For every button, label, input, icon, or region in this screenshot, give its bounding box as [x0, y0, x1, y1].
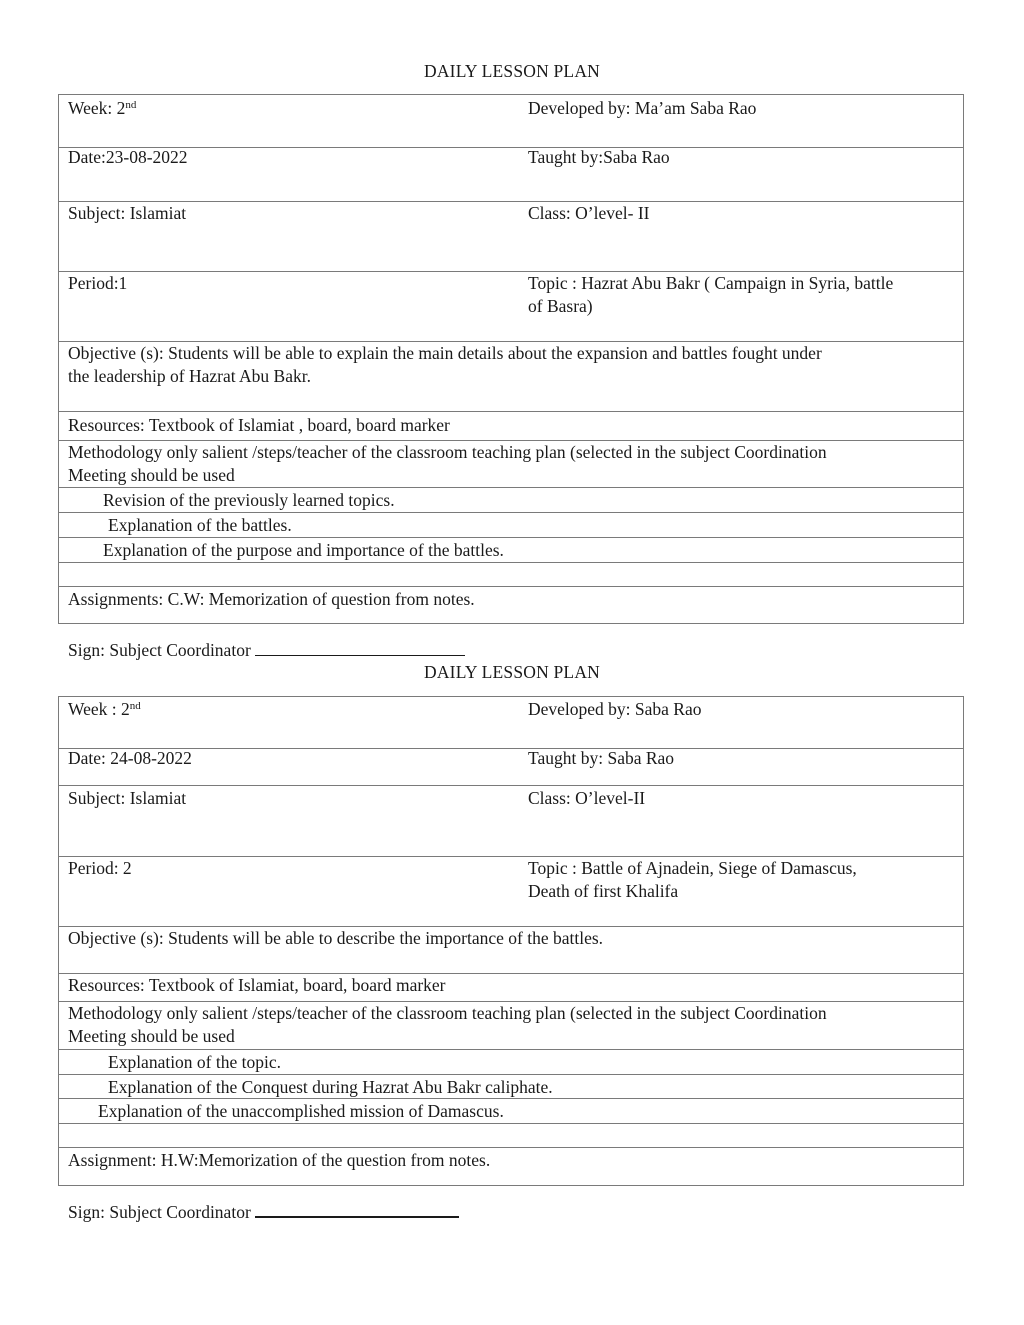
objective-cell — [68, 342, 955, 388]
week-row — [59, 95, 963, 147]
subject-row — [59, 785, 963, 856]
developed-by: Developed by: Ma’am Saba Rao — [528, 98, 757, 118]
step-text: Explanation of the Conquest during Hazrat Abu Bakr caliphate. — [108, 1077, 553, 1097]
developed-by: Developed by: Saba Rao — [528, 699, 702, 719]
taught-by: Taught by: Saba Rao — [528, 748, 675, 768]
resources-cell: Resources: Textbook of Islamiat , board, board marker — [68, 415, 450, 435]
methodology-line-1: Methodology only salient /steps/teacher of the classroom teaching plan (selected in the subject Coordination — [68, 442, 827, 462]
step-text: Explanation of the battles. — [108, 515, 292, 535]
assignment-cell: Assignment: H.W:Memorization of the question from notes. — [68, 1150, 491, 1170]
empty-row — [59, 1123, 963, 1147]
class-cell: Class: O’level- II — [528, 203, 650, 223]
period-cell: Period: 2 — [68, 858, 132, 878]
topic-line-2: Death of first Khalifa — [528, 881, 679, 901]
resources-cell: Resources: Textbook of Islamiat, board, board marker — [68, 975, 446, 995]
date-row — [59, 748, 963, 785]
objective-row — [59, 926, 963, 973]
plan-1-signature — [68, 640, 465, 661]
week-suffix: nd — [125, 99, 137, 111]
signature-line — [255, 641, 465, 656]
methodology-row — [59, 440, 963, 487]
plan-1-title: DAILY LESSON PLAN — [424, 61, 600, 81]
period-row — [59, 856, 963, 926]
assignment-row — [59, 586, 963, 623]
assignment-cell: Assignments: C.W: Memorization of question from notes. — [68, 589, 475, 609]
methodology-line-2: Meeting should be used — [68, 1026, 235, 1046]
date-row — [59, 147, 963, 201]
plan-2-title: DAILY LESSON PLAN — [424, 662, 600, 682]
topic-line-1: Topic : Hazrat Abu Bakr ( Campaign in Syria, battle — [528, 273, 894, 293]
plan-1-table — [58, 94, 964, 624]
step-text: Revision of the previously learned topics. — [103, 490, 395, 510]
assignment-row — [59, 1147, 963, 1185]
topic-cell — [528, 272, 958, 318]
methodology-cell — [68, 1002, 955, 1048]
period-row — [59, 271, 963, 341]
methodology-line-1: Methodology only salient /steps/teacher of the classroom teaching plan (selected in the subject Coordination — [68, 1003, 827, 1023]
step-row — [59, 537, 963, 562]
topic-line-1: Topic : Battle of Ajnadein, Siege of Damascus, — [528, 858, 857, 878]
signature-label: Sign: Subject Coordinator — [68, 1202, 251, 1222]
step-text: Explanation of the purpose and importance of the battles. — [103, 540, 504, 560]
step-text: Explanation of the unaccomplished mission of Damascus. — [98, 1101, 504, 1121]
signature-line — [255, 1202, 459, 1218]
topic-line-2: of Basra) — [528, 296, 593, 316]
plan-2-signature — [68, 1202, 459, 1223]
week-label: Week : 2 — [68, 699, 130, 719]
plan-2-table — [58, 696, 964, 1186]
methodology-row — [59, 1001, 963, 1049]
step-row — [59, 1074, 963, 1098]
step-row — [59, 487, 963, 512]
signature-label: Sign: Subject Coordinator — [68, 640, 251, 660]
subject-cell: Subject: Islamiat — [68, 788, 187, 808]
subject-row — [59, 201, 963, 271]
taught-by: Taught by:Saba Rao — [528, 147, 670, 167]
methodology-cell — [68, 441, 955, 487]
objective-cell: Objective (s): Students will be able to describe the importance of the battles. — [68, 928, 604, 948]
objective-row — [59, 341, 963, 411]
resources-row — [59, 411, 963, 440]
date-cell: Date: 24-08-2022 — [68, 748, 192, 768]
date-cell: Date:23-08-2022 — [68, 147, 188, 167]
week-label: Week: 2 — [68, 98, 126, 118]
step-row — [59, 512, 963, 537]
resources-row — [59, 973, 963, 1001]
step-row — [59, 1049, 963, 1074]
subject-cell: Subject: Islamiat — [68, 203, 187, 223]
step-row — [59, 1098, 963, 1123]
week-suffix: nd — [129, 700, 141, 712]
week-cell — [68, 698, 141, 721]
objective-line-2: the leadership of Hazrat Abu Bakr. — [68, 366, 311, 386]
objective-line-1: Objective (s): Students will be able to explain the main details about the expansion and battles fought under — [68, 343, 822, 363]
step-text: Explanation of the topic. — [108, 1052, 282, 1072]
topic-cell — [528, 857, 958, 903]
methodology-line-2: Meeting should be used — [68, 465, 235, 485]
period-cell: Period:1 — [68, 273, 128, 293]
empty-row — [59, 562, 963, 586]
class-cell: Class: O’level-II — [528, 788, 646, 808]
week-cell — [68, 97, 136, 120]
week-row — [59, 697, 963, 748]
